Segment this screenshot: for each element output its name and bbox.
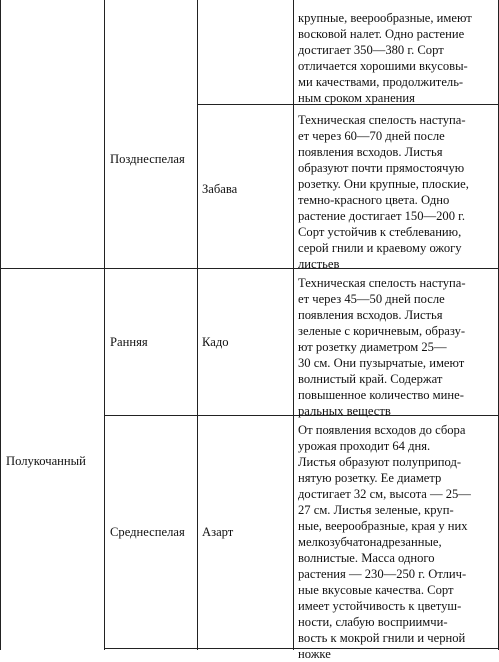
- description-line: серой гнили и краевому ожогу: [298, 241, 462, 255]
- description-line: волнистые. Масса одного: [298, 551, 435, 565]
- description-line: отличается хорошими вкусовы-: [298, 59, 468, 73]
- variety-cell: [202, 180, 237, 198]
- ripeness-cell: [110, 523, 185, 541]
- description-line: ные, веерообразные, края у них: [298, 519, 468, 533]
- ripeness-label: Ранняя: [110, 335, 148, 349]
- type-label: Полукочанный: [6, 454, 86, 468]
- description-line: появления всходов. Листья: [298, 308, 443, 322]
- description-line: урожая проходит 64 дня.: [298, 439, 431, 453]
- variety-label: Забава: [202, 182, 238, 196]
- description-line: Техническая спелость наступа-: [298, 276, 466, 290]
- description-line: образуют почти прямостоячую: [298, 161, 465, 175]
- description-line: растение достигает 150—200 г.: [298, 209, 466, 223]
- description-line: Техническая спелость наступа-: [298, 113, 466, 127]
- ripeness-cell: [110, 150, 185, 168]
- description-line: темно-красного цвета. Одно: [298, 193, 450, 207]
- description-line: 27 см. Листья зеленые, круп-: [298, 503, 454, 517]
- ripeness-cell: [110, 333, 148, 351]
- variety-label: Азарт: [202, 525, 234, 539]
- variety-cell: [202, 523, 233, 541]
- description-line: вость к мокрой гнили и черной: [298, 631, 466, 645]
- description-line: ножке: [298, 647, 331, 661]
- description-line: ным сроком хранения: [298, 91, 415, 105]
- description-line: ные вкусовые качества. Сорт: [298, 583, 454, 597]
- column-divider-2: [197, 0, 198, 650]
- description-line: растения — 230—250 г. Отлич-: [298, 567, 467, 581]
- description-line: восковой налет. Одно растение: [298, 27, 465, 41]
- description-line: листьев: [298, 257, 340, 271]
- variety-cell: [202, 333, 229, 351]
- ripeness-label: Позднеспелая: [110, 152, 185, 166]
- description-line: нятую розетку. Ее диаметр: [298, 471, 442, 485]
- description-line: От появления всходов до сбора: [298, 423, 466, 437]
- description-line: ет через 45—50 дней после: [298, 292, 445, 306]
- description-line: имеет устойчивость к цветуш-: [298, 599, 462, 613]
- description-line: 30 см. Они пузырчатые, имеют: [298, 356, 465, 370]
- description-line: повышенное количество минe-: [298, 388, 464, 402]
- description-line: розетку. Они крупные, плоские,: [298, 177, 469, 191]
- description-line: ют розетку диаметром 25—: [298, 340, 447, 354]
- description-line: ет через 60—70 дней после: [298, 129, 445, 143]
- ripeness-label: Среднеспелая: [110, 525, 185, 539]
- table-border-left: [0, 0, 1, 650]
- description-line: достигает 350—380 г. Сорт: [298, 43, 444, 57]
- description-line: ми качествами, продолжитель-: [298, 75, 464, 89]
- description-cell: [298, 112, 494, 272]
- description-line: ральных веществ: [298, 404, 391, 418]
- description-line: Листья образуют полуприпод-: [298, 455, 462, 469]
- description-cell: [298, 422, 494, 662]
- description-line: Сорт устойчив к стеблеванию,: [298, 225, 462, 239]
- description-cell: [298, 275, 494, 419]
- description-line: зеленые с коричневым, образу-: [298, 324, 466, 338]
- description-line: мелкозубчатонадрезанные,: [298, 535, 442, 549]
- variety-label: Кадо: [202, 335, 229, 349]
- type-cell: [6, 452, 86, 470]
- table-row: [298, 10, 494, 106]
- description-line: достигает 32 см, высота — 25—: [298, 487, 471, 501]
- description-line: ности, слабую восприимчи-: [298, 615, 448, 629]
- description-line: волнистый край. Содержат: [298, 372, 443, 386]
- column-divider-1: [104, 0, 105, 650]
- description-line: крупные, веерообразные, имеют: [298, 11, 472, 25]
- column-divider-3: [293, 0, 294, 650]
- description-line: появления всходов. Листья: [298, 145, 443, 159]
